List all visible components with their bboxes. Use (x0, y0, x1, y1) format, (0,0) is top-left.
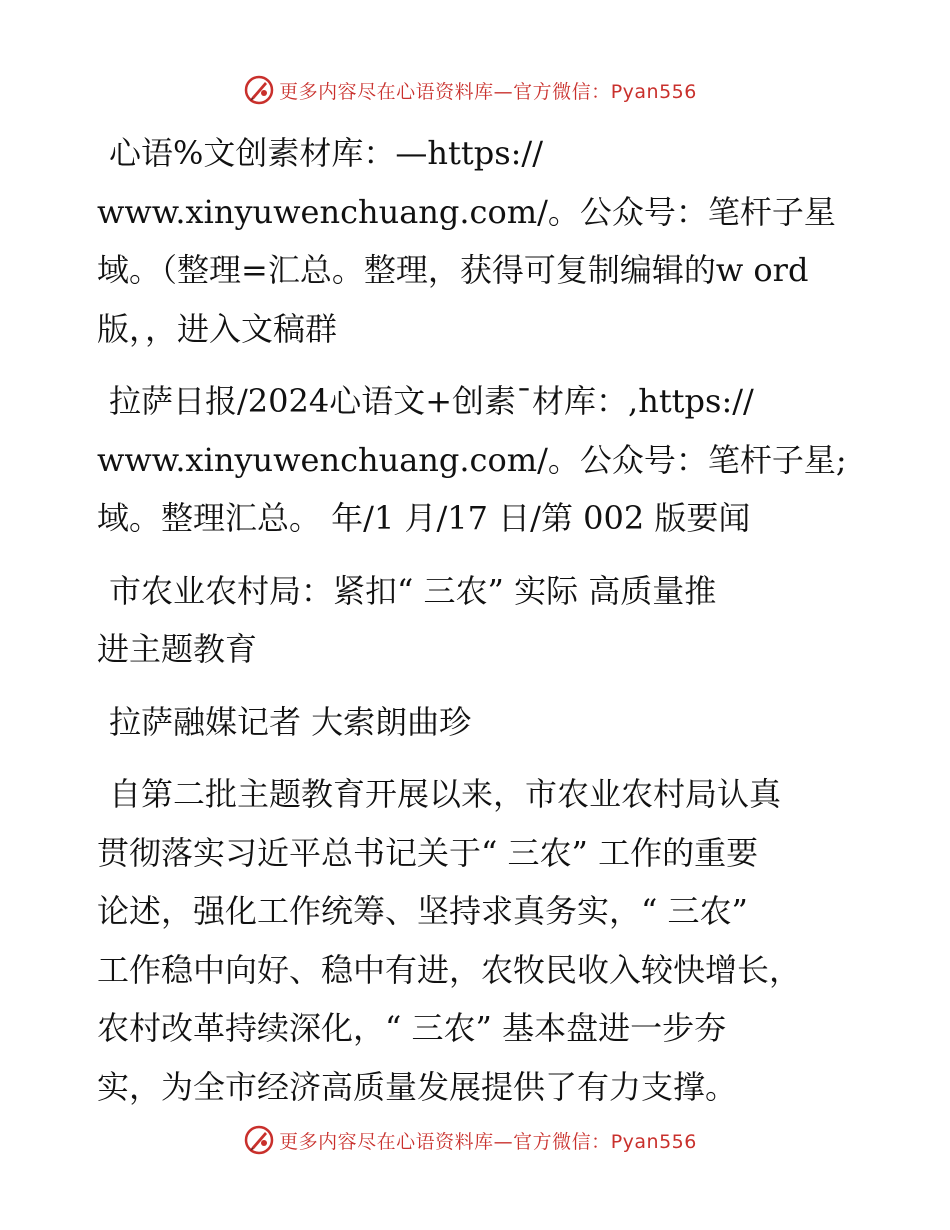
article-byline (97, 693, 877, 752)
text-line: 进主题教育 (97, 630, 258, 668)
banner-wechat-id: Pyan556 (610, 1130, 697, 1153)
text-line: 市农业农村局：紧扣“ 三农” 实际 高质量推 (109, 571, 717, 610)
text-line: 贯彻落实习近平总书记关于“ 三农” 工作的重要 (97, 833, 759, 872)
header-banner-text (279, 77, 697, 104)
header-banner-inner (243, 74, 697, 106)
banner-slogan: 更多内容尽在心语资料库 (279, 80, 494, 103)
banner-wechat-label: 官方微信： (513, 80, 611, 103)
article-body-paragraph (97, 765, 877, 1116)
text-line: 版，，进入文稿群 (97, 309, 338, 348)
paragraph-source-2 (97, 372, 877, 548)
banner-separator: — (493, 1130, 514, 1153)
text-line: 自第二批主题教育开展以来，市农业农村局认真 (109, 775, 782, 813)
footer-banner (0, 1120, 950, 1160)
text-line: 农村改革持续深化，“ 三农” 基本盘进一步夯 (97, 1009, 727, 1047)
paragraph-source-1 (97, 124, 877, 358)
banner-separator: — (493, 80, 514, 103)
footer-banner-inner (243, 1124, 697, 1156)
text-line: www.xinyuwenchuang.com/。公众号：笔杆子星; (97, 440, 847, 479)
header-banner (0, 70, 950, 110)
text-line: 拉萨日报/2024心语文+创素¯材库：,https:// (109, 382, 754, 420)
banner-wechat-id: Pyan556 (610, 80, 697, 103)
banner-slogan: 更多内容尽在心语资料库 (279, 1130, 494, 1153)
article-title (97, 562, 877, 679)
text-line: www.xinyuwenchuang.com/。公众号：笔杆子星 (97, 192, 836, 231)
quill-pen-icon (243, 1124, 275, 1156)
document-body (97, 124, 877, 1130)
text-line: 工作稳中向好、稳中有进，农牧民收入较快增长， (97, 950, 802, 989)
banner-wechat-label: 官方微信： (513, 1130, 611, 1153)
text-line: 拉萨融媒记者 大索朗曲珍 (109, 702, 472, 741)
text-line: 论述，强化工作统筹、坚持求真务实，“ 三农” (97, 892, 748, 930)
text-line: 域。（整理=汇总。整理，获得可复制编辑的w ord (97, 251, 809, 289)
text-line: 心语%文创素材库：—https:// (109, 134, 543, 172)
quill-pen-icon (243, 74, 275, 106)
text-line: 实，为全市经济高质量发展提供了有力支撑。 (97, 1067, 738, 1106)
footer-banner-text (279, 1127, 697, 1154)
text-line: 域。整理汇总。 年/1 月/17 日/第 002 版要闻 (97, 499, 751, 537)
